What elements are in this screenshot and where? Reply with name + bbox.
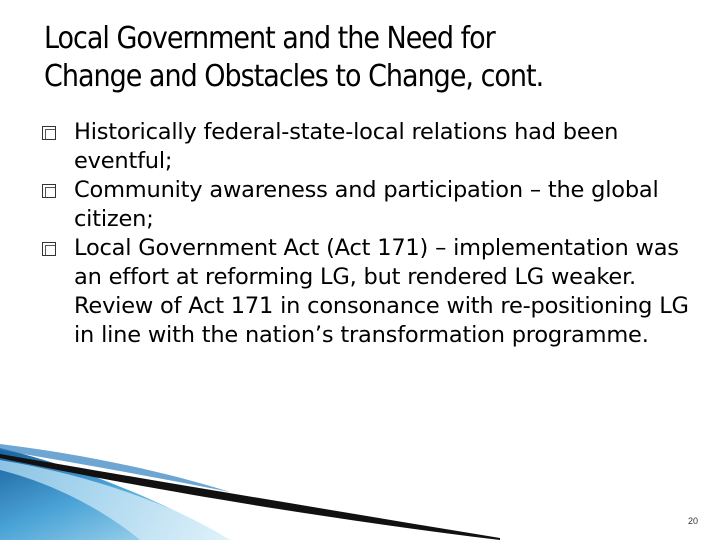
page-number: 20: [687, 516, 698, 526]
bullet-text: Community awareness and participation – the global citizen;: [74, 177, 659, 232]
bullet-item: [42, 234, 692, 350]
bullet-text: Local Government Act (Act 171) – implementation was an effort at reforming LG, but rendered LG weaker. Review of Act 171 in consonance with re-positioning LG in line with the nation’s transformation programme.: [74, 235, 689, 348]
slide-title: [44, 20, 684, 96]
bullet-box-icon: [42, 184, 56, 198]
bullet-box-icon: [42, 126, 56, 140]
bullet-item: [42, 176, 692, 234]
bullet-box-icon: [42, 242, 56, 256]
title-line-1: Local Government and the Need for: [44, 21, 495, 56]
bullet-item: [42, 118, 692, 176]
bullet-list: [42, 118, 692, 350]
decorative-swoosh: [0, 440, 720, 540]
title-line-2: Change and Obstacles to Change, cont.: [44, 59, 544, 94]
bullet-text: Historically federal-state-local relations had been eventful;: [74, 119, 619, 174]
